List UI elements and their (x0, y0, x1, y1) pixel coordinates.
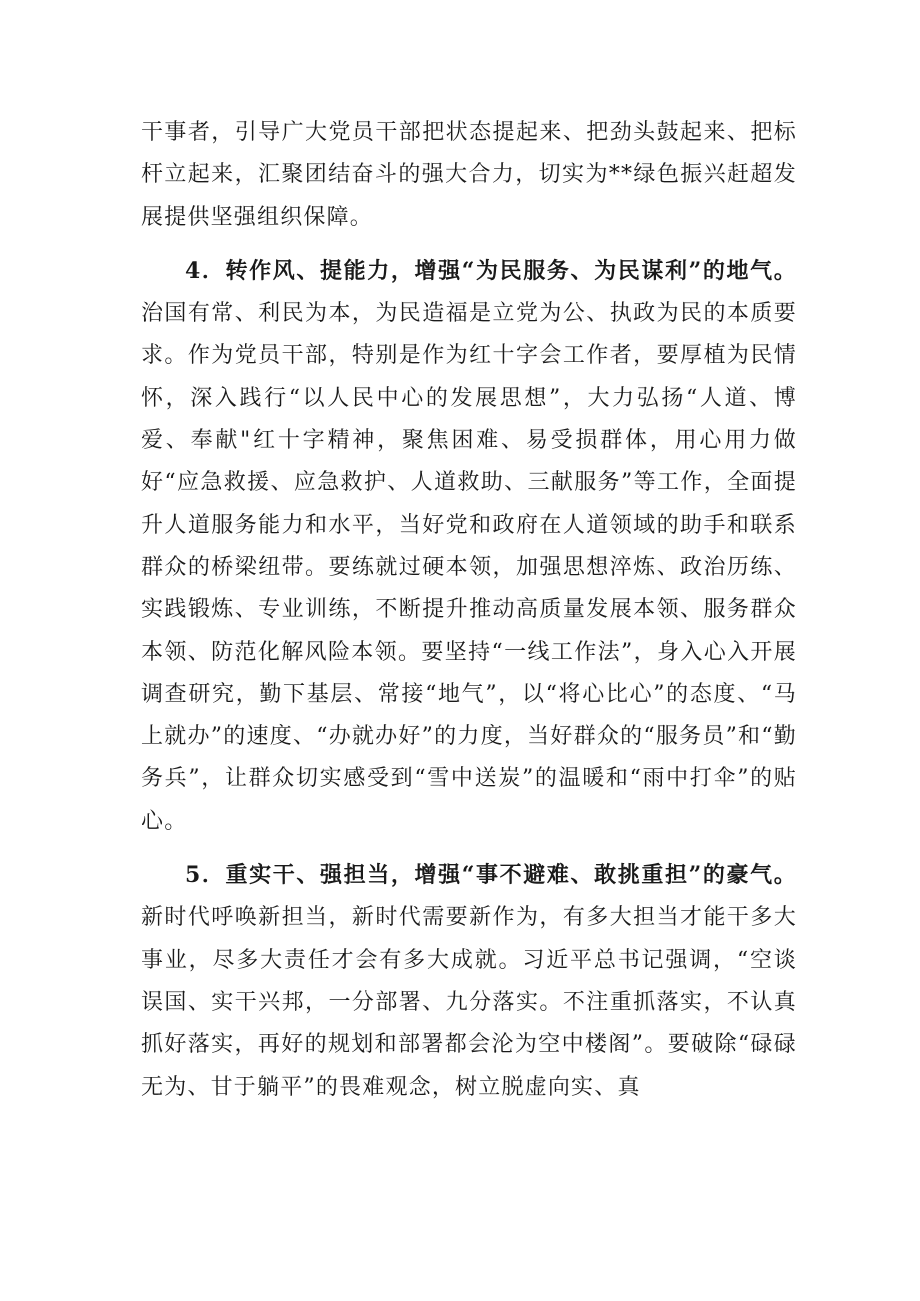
document-page (141, 112, 797, 1109)
section-4-heading: 4．转作风、提能力，增强“为民服务、为民谋利”的地气。 (185, 257, 797, 284)
paragraph-text: 新时代呼唤新担当，新时代需要新作为，有多大担当才能干多大事业，尽多大责任才会有多大成就。习近平总书记强调，“空谈误国、实干兴邦，一分部署、九分落实。不注重抓落实，不认真抓好落实，再好的规划和部署都会沦为空中楼阁”。要破除“碌碌无为、甘于躺平”的畏难观念，树立脱虚向实、真 (141, 905, 797, 1100)
section-5-heading: 5．重实干、强担当，增强“事不避难、敢挑重担”的豪气。 (185, 862, 797, 889)
paragraph-section-4 (141, 250, 797, 843)
paragraph-continuation (141, 112, 797, 239)
paragraph-text: 干事者，引导广大党员干部把状态提起来、把劲头鼓起来、把标杆立起来，汇聚团结奋斗的强大合力，切实为**绿色振兴赶超发展提供坚强组织保障。 (141, 120, 797, 230)
paragraph-text: 治国有常、利民为本，为民造福是立党为公、执政为民的本质要求。作为党员干部，特别是作为红十字会工作者，要厚植为民情怀，深入践行“以人民中心的发展思想”，大力弘扬“人道、博爱、奉献"红十字精神，聚焦困难、易受损群体，用心用力做好“应急救援、应急救护、人道救助、三献服务”等工作，全面提升人道服务能力和水平，当好党和政府在人道领域的助手和联系群众的桥梁纽带。要练就过硬本领，加强思想淬炼、政治历练、实践锻炼、专业训练，不断提升推动高质量发展本领、服务群众本领、防范化解风险本领。要坚持“一线工作法”，身入心入开展调查研究，勤下基层、常接“地气”，以“将心比心”的态度、“马上就办”的速度、“办就办好”的力度，当好群众的“服务员”和“勤务兵”，让群众切实感受到“雪中送炭”的温暖和“雨中打伞”的贴心。 (141, 301, 797, 834)
paragraph-section-5 (141, 854, 797, 1109)
